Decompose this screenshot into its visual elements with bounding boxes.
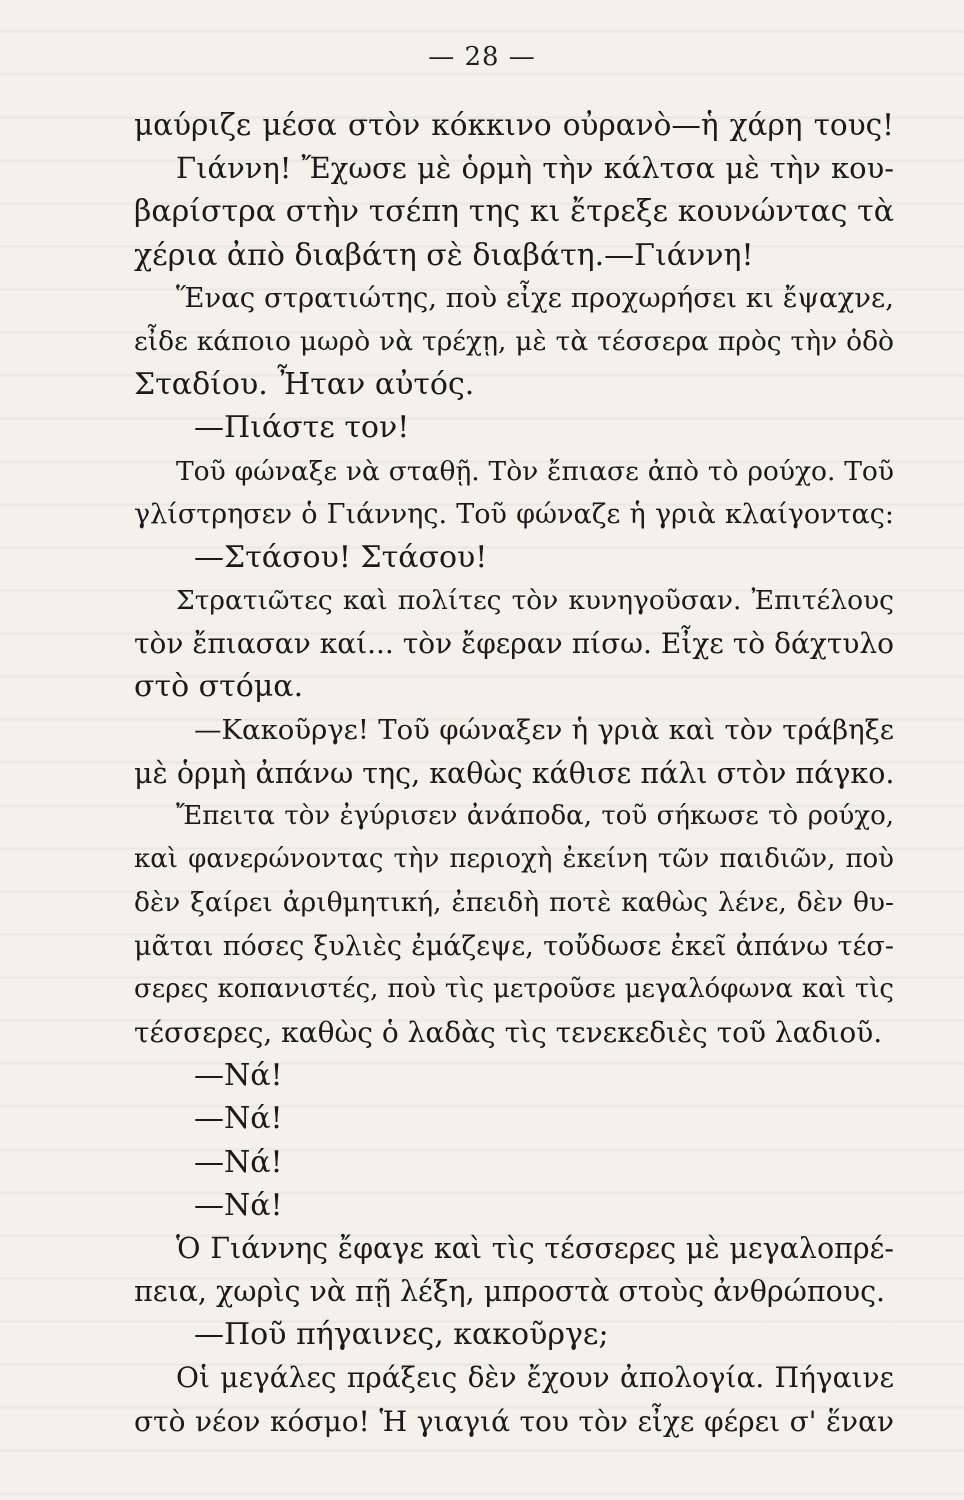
text-line: μαύριζε μέσα στὸν κόκκινο οὐρανὸ—ἡ χάρη τους! — [134, 108, 894, 142]
text-line: στὸ στόμα. — [134, 669, 304, 705]
text-line: Τοῦ φώναξε νὰ σταθῇ. Τὸν ἔπιασε ἀπὸ τὸ ρούχο. Τοῦ — [176, 455, 894, 487]
body-text — [134, 104, 894, 1443]
text-line: Οἱ μεγάλες πράξεις δὲν ἔχουν ἀπολογία. Πήγαινε — [176, 1361, 894, 1395]
text-line: —Στάσου! Στάσου! — [194, 539, 488, 575]
text-line: μᾶται πόσες ξυλιὲς ἐμάζεψε, τοὔδωσε ἐκεῖ ἀπάνω τέσ- — [134, 930, 894, 962]
text-line: τὸν ἔπιασαν καί... τὸν ἔφεραν πίσω. Εἶχε τὸ δάχτυλο — [134, 627, 894, 661]
text-line: —Πιάστε τον! — [194, 410, 410, 446]
text-line: —Κακοῦργε! Τοῦ φώναξεν ἡ γριὰ καὶ τὸν τράβηξε — [194, 713, 894, 746]
text-line: εἶδε κάποιο μωρὸ νὰ τρέχῃ, μὲ τὰ τέσσερα πρὸς τὴν ὁδὸ — [134, 325, 894, 357]
text-line: γλίστρησεν ὁ Γιάννης. Τοῦ φώναζε ἡ γριὰ κλαίγοντας: — [134, 498, 894, 530]
page-number: — 28 — — [428, 42, 536, 72]
text-line: Ἕνας στρατιώτης, ποὺ εἶχε προχωρήσει κι ἔψαχνε, — [176, 281, 894, 314]
text-line: δὲν ξαίρει ἀριθμητική, ἐπειδὴ ποτὲ καθὼς λένε, δὲν θυ- — [134, 887, 894, 919]
text-line: τέσσερες, καθὼς ὁ λαδὰς τὶς τενεκεδιὲς τοῦ λαδιοῦ. — [134, 1015, 883, 1049]
text-line: —Νά! — [194, 1187, 283, 1223]
text-line: βαρίστρα στὴν τσέπη της κι ἔτρεξε κουνώντας τὰ — [134, 194, 894, 230]
text-line: —Νά! — [194, 1101, 283, 1137]
text-line: σερες κοπανιστές, ποὺ τὶς μετροῦσε μεγαλόφωνα καὶ τὶς — [134, 973, 894, 1004]
text-line: —Νά! — [194, 1058, 283, 1094]
text-line: Ὁ Γιάννης ἔφαγε καὶ τὶς τέσσερες μὲ μεγαλοπρέ- — [176, 1231, 894, 1265]
text-line: πεια, χωρὶς νὰ πῇ λέξη, μπροστὰ στοὺς ἀνθρώπους. — [134, 1275, 886, 1309]
text-line: καὶ φανερώνοντας τὴν περιοχὴ ἐκείνη τῶν παιδιῶν, ποὺ — [134, 844, 894, 875]
text-line: Σταδίου. Ἦταν αὐτός. — [134, 367, 475, 403]
text-line: χέρια ἀπὸ διαβάτη σὲ διαβάτη.—Γιάννη! — [134, 237, 754, 273]
text-line: —Ποῦ πήγαινες, κακοῦργε; — [194, 1317, 609, 1353]
text-line: Στρατιῶτες καὶ πολίτες τὸν κυνηγοῦσαν. Ἐπιτέλους — [176, 585, 894, 617]
text-line: —Νά! — [194, 1144, 283, 1180]
text-line: Γιάννη! Ἔχωσε μὲ ὁρμὴ τὴν κάλτσα μὲ τὴν κου- — [176, 151, 894, 186]
text-line: στὸ νέον κόσμο! Ἡ γιαγιά του τὸν εἶχε φέρει σ' ἕναν — [134, 1404, 894, 1438]
text-line: μὲ ὁρμὴ ἀπάνω της, καθὼς κάθισε πάλι στὸν πάγκο. — [134, 756, 895, 790]
text-line: Ἔπειτα τὸν ἐγύρισεν ἀνάποδα, τοῦ σήκωσε τὸ ρούχο, — [176, 801, 894, 831]
